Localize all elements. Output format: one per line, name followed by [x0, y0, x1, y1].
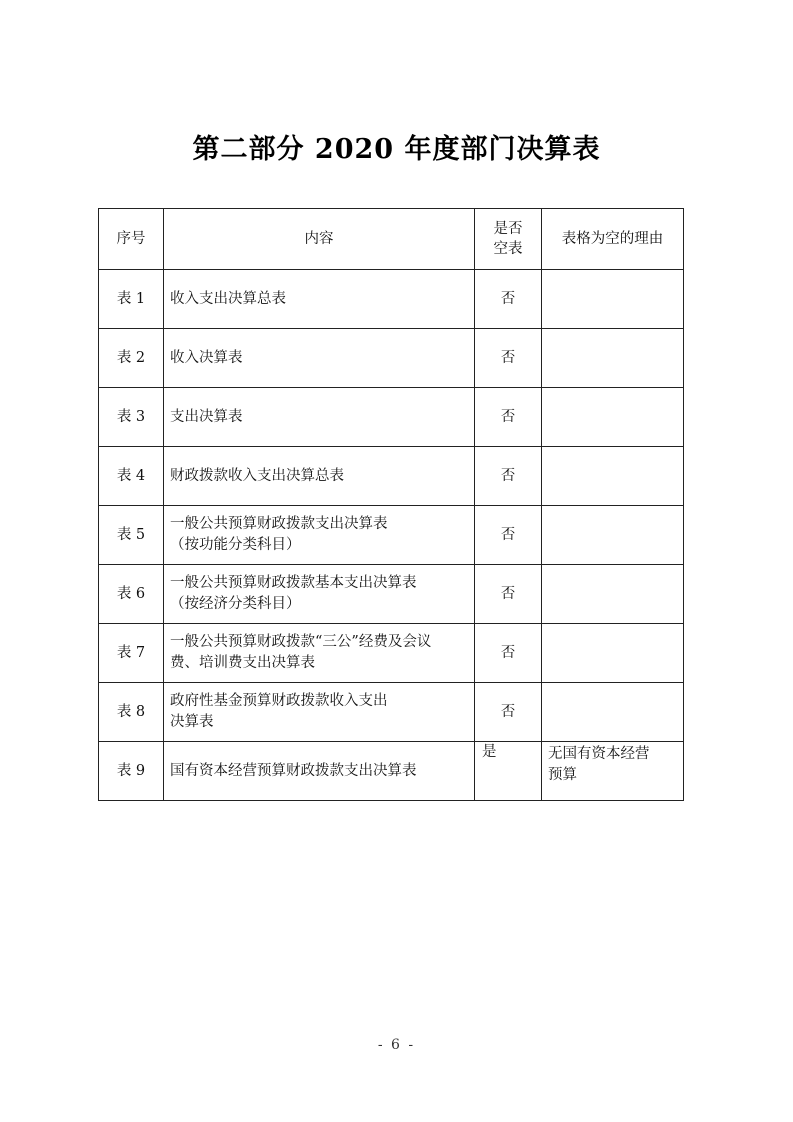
row-empty-reason [542, 742, 684, 801]
row-content-line1: 收入支出决算总表 [170, 290, 286, 307]
row-content-line1: 收入决算表 [170, 349, 243, 366]
row-content-line1: 政府性基金预算财政拨款收入支出 [170, 693, 388, 709]
header-is-empty [475, 209, 542, 270]
row-content-line1: 一般公共预算财政拨款支出决算表 [170, 516, 388, 532]
row-content [164, 270, 475, 329]
table-row [99, 270, 684, 329]
row-serial-number: 表 3 [99, 388, 164, 447]
row-serial-number: 表 4 [99, 447, 164, 506]
row-content [164, 388, 475, 447]
row-empty-reason [542, 447, 684, 506]
table-header-row [99, 209, 684, 270]
page-title: 第二部分 2020 年度部门决算表 [192, 134, 601, 165]
page-number: - 6 - [377, 1037, 416, 1053]
row-is-empty: 否 [475, 329, 542, 388]
header-empty-reason: 表格为空的理由 [542, 209, 684, 270]
row-serial-number: 表 1 [99, 270, 164, 329]
table-row [99, 388, 684, 447]
row-is-empty: 否 [475, 506, 542, 565]
header-is-empty-line1: 是否 [493, 221, 523, 237]
row-empty-reason [542, 270, 684, 329]
row-serial-number: 表 9 [99, 742, 164, 801]
row-is-empty: 否 [475, 683, 542, 742]
row-content-line1: 支出决算表 [170, 408, 243, 425]
header-content: 内容 [164, 209, 475, 270]
row-content-line2: （按经济分类科目） [170, 596, 301, 612]
row-content-line1: 一般公共预算财政拨款“三公”经费及会议 [170, 634, 432, 650]
final-accounts-index-table [98, 208, 684, 801]
row-content-line1: 国有资本经营预算财政拨款支出决算表 [170, 762, 417, 779]
row-serial-number: 表 7 [99, 624, 164, 683]
header-serial-number: 序号 [99, 209, 164, 270]
table-row [99, 329, 684, 388]
row-content-line2: 费、培训费支出决算表 [170, 655, 315, 671]
row-serial-number: 表 8 [99, 683, 164, 742]
header-is-empty-line2: 空表 [493, 241, 523, 257]
row-is-empty: 否 [475, 624, 542, 683]
table-row [99, 683, 684, 742]
row-empty-reason-line2: 预算 [548, 767, 577, 783]
row-content [164, 447, 475, 506]
row-serial-number: 表 2 [99, 329, 164, 388]
row-serial-number: 表 6 [99, 565, 164, 624]
row-content-line2: 决算表 [170, 714, 214, 730]
row-empty-reason [542, 388, 684, 447]
row-is-empty: 是 [475, 742, 542, 801]
row-empty-reason [542, 683, 684, 742]
row-is-empty: 否 [475, 447, 542, 506]
row-content [164, 742, 475, 801]
row-content-line2: （按功能分类科目） [170, 537, 301, 553]
table-row [99, 565, 684, 624]
row-content-line1: 财政拨款收入支出决算总表 [170, 467, 344, 484]
row-content [164, 329, 475, 388]
row-content [164, 624, 475, 683]
row-serial-number: 表 5 [99, 506, 164, 565]
row-is-empty: 否 [475, 270, 542, 329]
row-is-empty: 否 [475, 388, 542, 447]
table-row [99, 624, 684, 683]
row-content [164, 506, 475, 565]
row-empty-reason [542, 624, 684, 683]
row-empty-reason [542, 329, 684, 388]
row-content-line1: 一般公共预算财政拨款基本支出决算表 [170, 575, 417, 591]
table-row [99, 742, 684, 801]
row-content [164, 683, 475, 742]
row-empty-reason [542, 506, 684, 565]
table-row [99, 506, 684, 565]
row-is-empty: 否 [475, 565, 542, 624]
table-row [99, 447, 684, 506]
row-empty-reason [542, 565, 684, 624]
row-content [164, 565, 475, 624]
row-empty-reason-line1: 无国有资本经营 [548, 746, 650, 762]
